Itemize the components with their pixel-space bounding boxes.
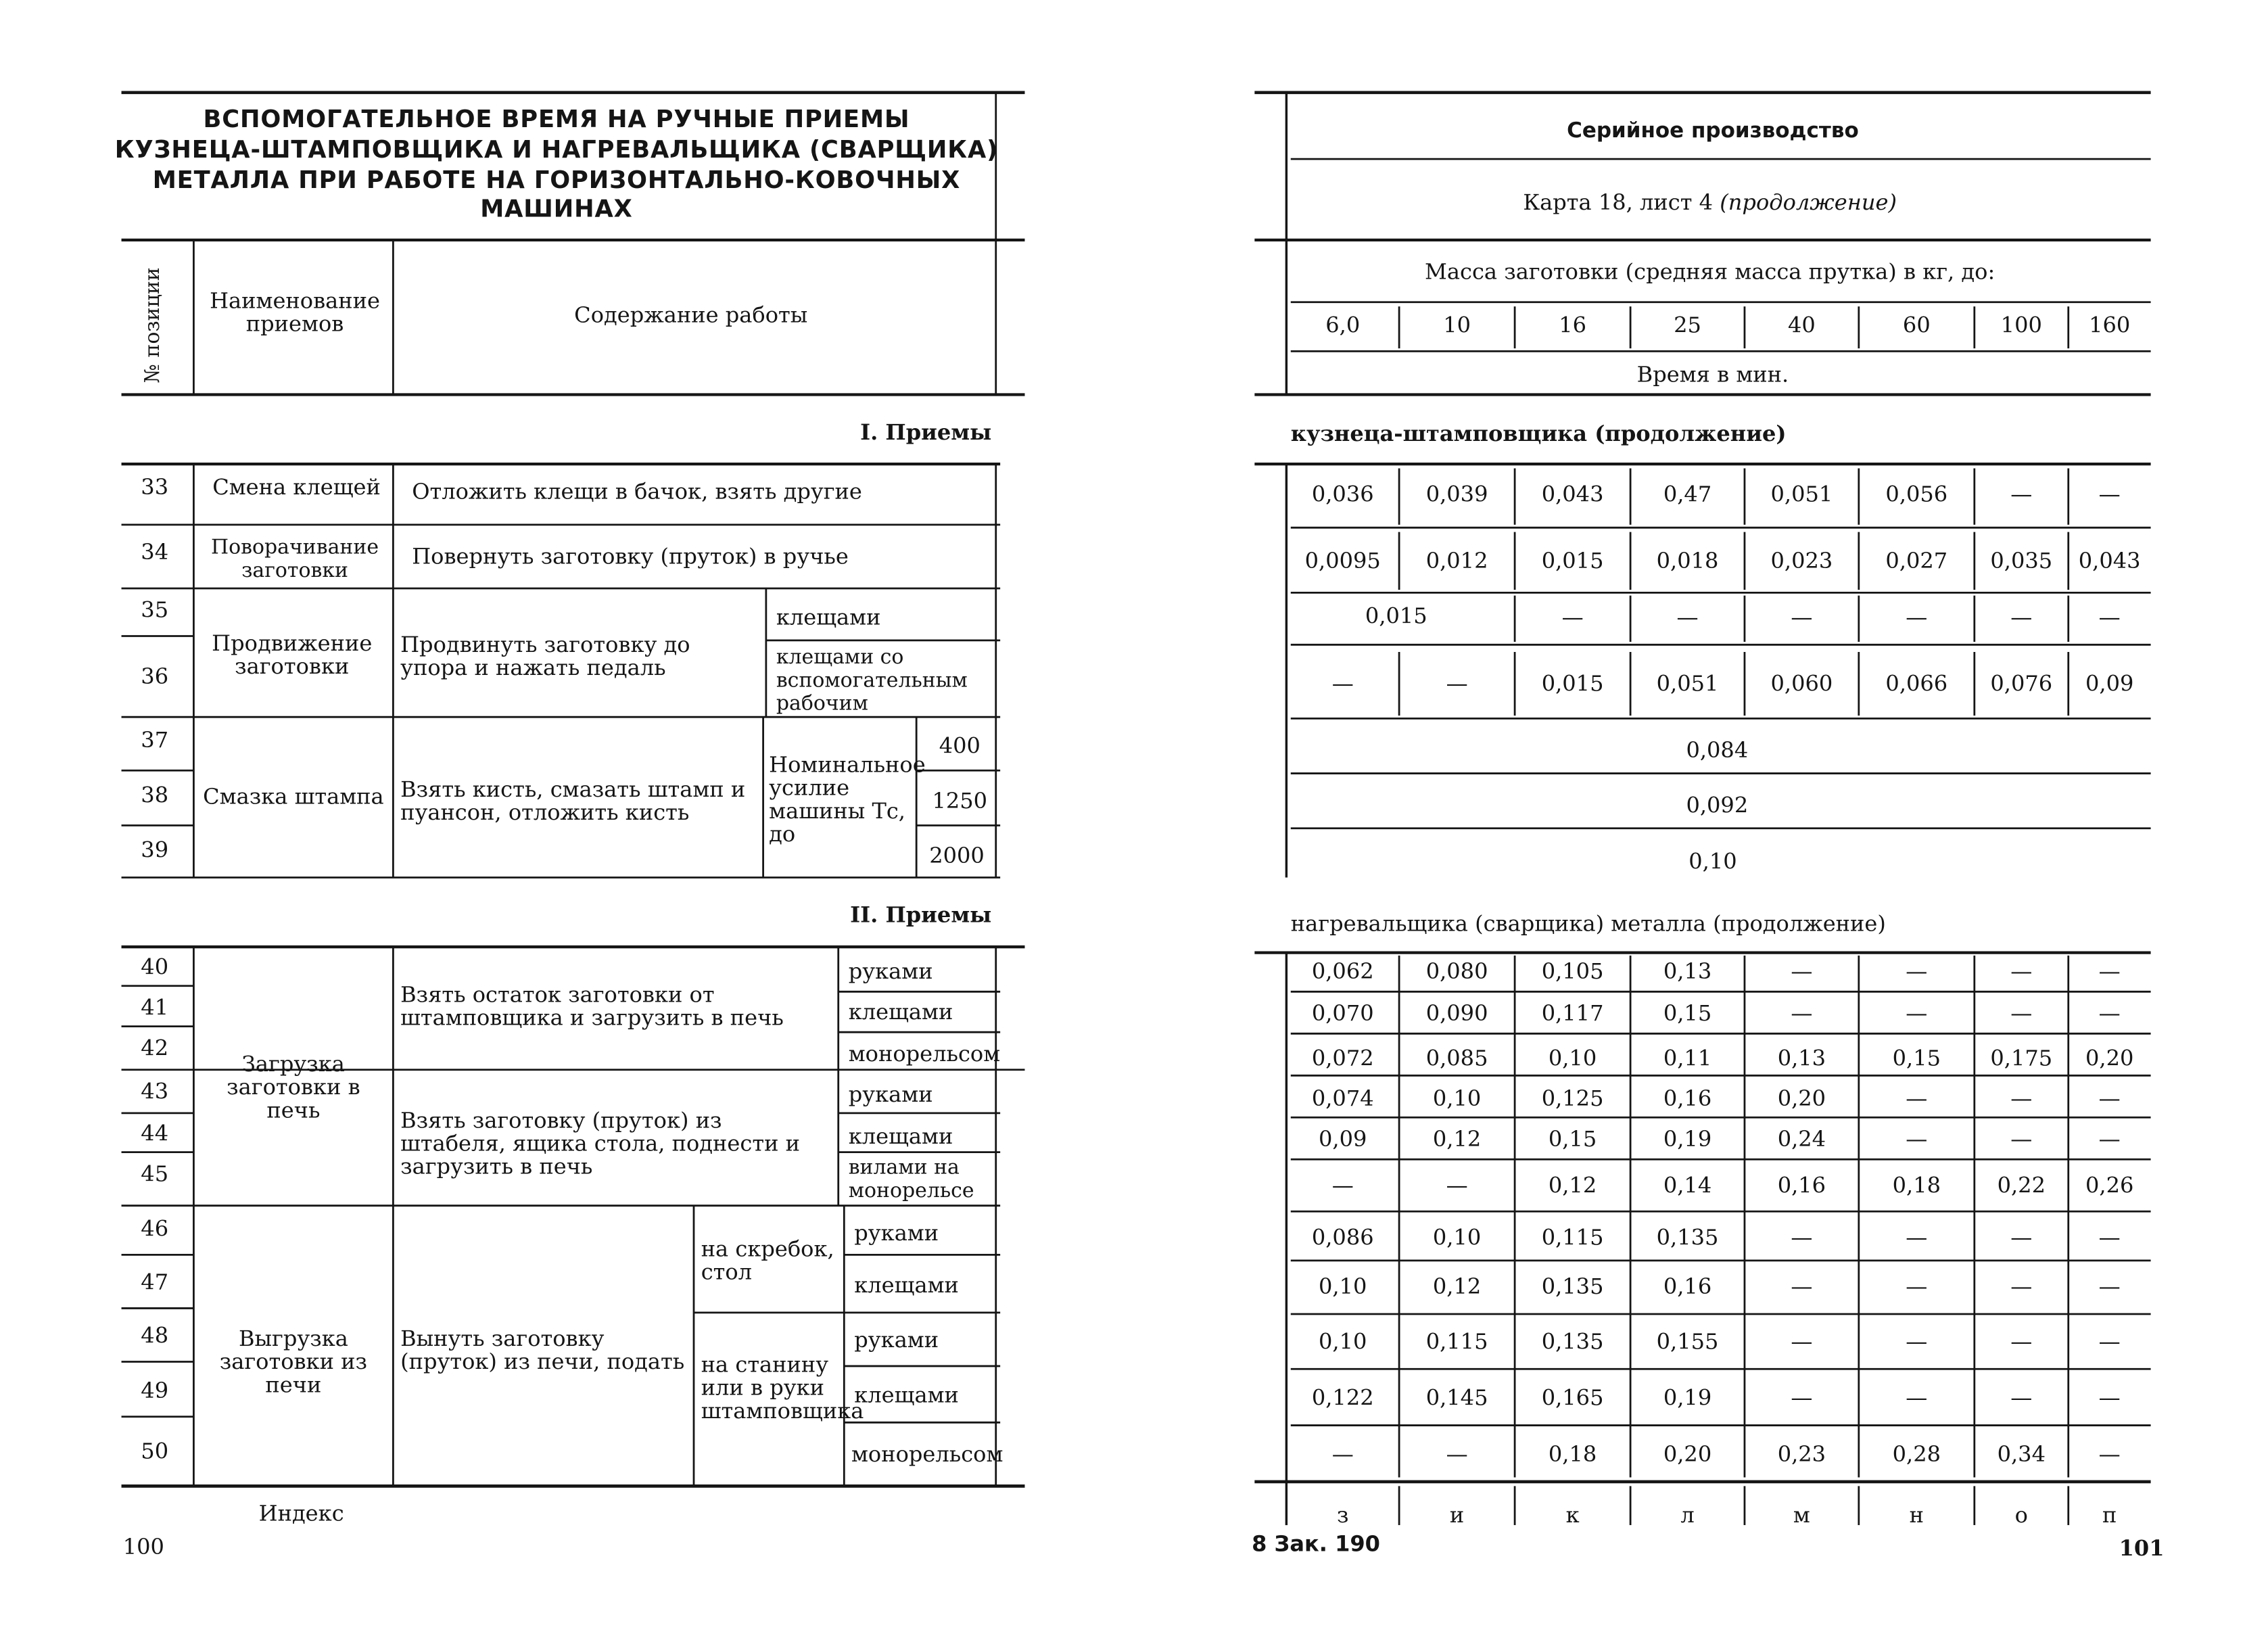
title-line-2: КУЗНЕЦА-ШТАМПОВЩИКА И НАГРЕВАЛЬЩИКА (СВАРЩИКА) [114, 135, 999, 164]
time-value: 0,135 [1541, 1273, 1604, 1300]
time-value: 0,10 [1432, 1085, 1482, 1112]
time-value: — [2010, 1273, 2033, 1300]
time-value: 0,13 [1663, 958, 1712, 985]
time-value: — [2098, 1000, 2121, 1027]
time-value: 0,09 [2085, 670, 2134, 697]
time-value: 0,023 [1770, 548, 1833, 574]
position-number: 36 [141, 663, 169, 690]
work-content: Отложить клещи в бачок, взять другие [412, 478, 862, 505]
header-position-number: № позиции [141, 267, 165, 383]
time-value: — [1791, 604, 1813, 630]
index-letter: м [1793, 1501, 1810, 1528]
time-value: 0,16 [1777, 1172, 1826, 1198]
time-value: 0,015 [1541, 548, 1604, 574]
mass-value: 60 [1902, 312, 1931, 339]
index-letter: з [1336, 1501, 1349, 1528]
time-value: — [1906, 1328, 1928, 1355]
time-value: 0,115 [1541, 1224, 1604, 1250]
position-number: 33 [141, 474, 169, 500]
work-content: Продвинуть заготовку до упора и нажать педаль [400, 632, 690, 681]
section-heading-1: I. Приемы [860, 419, 992, 446]
index-letter: и [1449, 1501, 1465, 1528]
position-number: 37 [141, 727, 169, 753]
time-value: 0,34 [1997, 1441, 2046, 1468]
time-value: 0,036 [1311, 481, 1374, 508]
time-value: 0,085 [1425, 1045, 1488, 1071]
index-letter: л [1680, 1501, 1695, 1528]
time-value: 0,16 [1663, 1273, 1712, 1300]
time-value: — [1561, 604, 1584, 630]
position-number: 46 [141, 1215, 169, 1242]
time-value: — [2098, 1273, 2121, 1300]
time-value: — [2010, 1328, 2033, 1355]
time-value: 0,105 [1541, 958, 1604, 985]
condition-text: монорельсом [848, 1041, 1001, 1067]
work-content: Взять остаток заготовки от штамповщика и загрузить в печь [400, 981, 784, 1031]
time-value: 0,043 [1541, 481, 1604, 508]
technique-name: Загрузка заготовки в печь [227, 1050, 360, 1123]
time-value: — [2010, 1126, 2033, 1152]
condition-text: клещами [854, 1382, 959, 1408]
time-value: — [1446, 670, 1468, 697]
position-number: 39 [141, 837, 169, 864]
mass-value: 40 [1787, 312, 1816, 339]
time-value: 0,039 [1425, 481, 1488, 508]
time-value: — [1791, 958, 1813, 985]
time-value: — [1906, 958, 1928, 985]
time-value: 0,027 [1885, 548, 1948, 574]
position-number: 42 [141, 1035, 169, 1061]
time-value: 0,035 [1990, 548, 2053, 574]
index-letter: о [2014, 1501, 2028, 1528]
time-value: — [1791, 1384, 1813, 1411]
time-value: — [2098, 604, 2121, 630]
time-value: 0,051 [1656, 670, 1719, 697]
time-value: 0,115 [1425, 1328, 1488, 1355]
time-value: 0,056 [1885, 481, 1948, 508]
time-value: 0,18 [1892, 1172, 1941, 1198]
technique-name: Смазка штампа [203, 783, 384, 810]
position-number: 50 [141, 1438, 169, 1465]
mass-value: 16 [1559, 312, 1587, 339]
time-value: 0,20 [1663, 1441, 1712, 1468]
time-value: — [1791, 1273, 1813, 1300]
time-value: 0,060 [1770, 670, 1833, 697]
time-value: — [1446, 1441, 1468, 1468]
time-value: 0,13 [1777, 1045, 1826, 1071]
time-value: 0,012 [1425, 548, 1488, 574]
time-value: 0,076 [1990, 670, 2053, 697]
time-value: 0,018 [1656, 548, 1719, 574]
time-value: — [2098, 1085, 2121, 1112]
position-number: 41 [141, 994, 169, 1021]
header-work-content: Содержание работы [574, 302, 808, 329]
time-value-merged: 0,084 [1686, 737, 1749, 764]
time-value: 0,074 [1311, 1085, 1374, 1112]
time-value: 0,15 [1663, 1000, 1712, 1027]
machine-force: 1250 [932, 787, 988, 814]
time-value: — [1331, 670, 1354, 697]
index-letter: к [1565, 1501, 1580, 1528]
time-value: 0,14 [1663, 1172, 1712, 1198]
time-value: 0,062 [1311, 958, 1374, 985]
machine-force: 400 [939, 732, 981, 759]
time-value: 0,086 [1311, 1224, 1374, 1250]
time-value: — [2098, 958, 2121, 985]
time-value: 0,12 [1432, 1126, 1482, 1152]
time-value: — [1906, 1126, 1928, 1152]
time-value: 0,11 [1663, 1045, 1712, 1071]
condition-text: клещами [854, 1272, 959, 1298]
time-value: 0,125 [1541, 1085, 1604, 1112]
position-number: 48 [141, 1322, 169, 1349]
technique-name: Смена клещей [212, 474, 381, 500]
time-value: 0,10 [1319, 1328, 1367, 1355]
production-type: Серийное производство [1567, 120, 1859, 143]
mass-header: Масса заготовки (средняя масса прутка) в кг, до: [1425, 258, 1995, 285]
mass-value: 160 [2089, 312, 2131, 339]
time-value: — [1906, 1000, 1928, 1027]
time-value: — [2010, 1384, 2033, 1411]
time-value: — [2010, 958, 2033, 985]
index-label: Индекс [258, 1500, 344, 1527]
time-value-merged: 0,092 [1686, 792, 1749, 818]
time-value: 0,122 [1311, 1384, 1374, 1411]
time-value: — [2010, 1224, 2033, 1250]
condition-text: руками [854, 1220, 939, 1246]
time-value: 0,28 [1892, 1441, 1941, 1468]
time-value: — [1446, 1172, 1468, 1198]
condition-text: клещами [848, 1123, 953, 1150]
time-value: 0,165 [1541, 1384, 1604, 1411]
time-value: 0,080 [1425, 958, 1488, 985]
mass-value: 6,0 [1325, 312, 1361, 339]
time-value: — [2098, 1224, 2121, 1250]
condition-text: клещами [776, 604, 881, 630]
position-number: 40 [141, 954, 169, 981]
work-content: Повернуть заготовку (пруток) в ручье [412, 543, 849, 570]
index-letter: н [1909, 1501, 1924, 1528]
position-number: 45 [141, 1161, 169, 1187]
page-number-left: 100 [122, 1533, 164, 1560]
mass-value: 10 [1443, 312, 1471, 339]
condition-text: руками [848, 958, 933, 985]
technique-name: Выгрузка заготовки из печи [219, 1326, 368, 1398]
section-subheading-2: нагревальщика (сварщика) металла (продолжение) [1290, 910, 1886, 937]
position-number: 34 [141, 539, 169, 565]
position-number: 47 [141, 1269, 169, 1296]
time-value: 0,117 [1541, 1000, 1604, 1027]
position-number: 49 [141, 1378, 169, 1404]
work-content: Вынуть заготовку (пруток) из печи, подать [400, 1326, 685, 1375]
time-value: 0,072 [1311, 1045, 1374, 1071]
time-value: 0,043 [2078, 548, 2141, 574]
machine-force: 2000 [929, 843, 985, 869]
time-value: 0,18 [1548, 1441, 1597, 1468]
position-number: 43 [141, 1078, 169, 1105]
card-reference: Карта 18, лист 4 (продолжение) [1523, 189, 1897, 216]
time-value: 0,23 [1777, 1441, 1826, 1468]
time-value: — [2010, 1000, 2033, 1027]
time-value: — [1676, 604, 1699, 630]
time-value: 0,070 [1311, 1000, 1374, 1027]
time-value: 0,15 [1548, 1126, 1597, 1152]
time-value: 0,09 [1319, 1126, 1367, 1152]
work-content: Взять кисть, смазать штамп и пуансон, отложить кисть [400, 776, 746, 826]
time-value: — [1331, 1172, 1354, 1198]
condition-text: монорельсом [851, 1441, 1003, 1468]
index-letter: п [2102, 1501, 2117, 1528]
time-value: 0,26 [2085, 1172, 2134, 1198]
time-value: — [1906, 1224, 1928, 1250]
order-footer: 8 Зак. 190 [1252, 1530, 1381, 1558]
header-technique-name: Наименование приемов [210, 287, 380, 337]
mass-value: 100 [2000, 312, 2042, 339]
time-unit-label: Время в мин. [1636, 361, 1789, 388]
technique-name: Продвижение заготовки [212, 630, 373, 680]
section-heading-2: II. Приемы [850, 902, 992, 929]
time-value: 0,10 [1319, 1273, 1367, 1300]
time-value: 0,051 [1770, 481, 1833, 508]
position-number: 38 [141, 782, 169, 808]
title-line-4: МАШИНАХ [480, 195, 633, 223]
time-value: — [1906, 604, 1928, 630]
time-value: — [2010, 1085, 2033, 1112]
work-content: Взять заготовку (пруток) из штабеля, ящика стола, поднести и загрузить в печь [400, 1107, 801, 1180]
condition-text: вилами на монорельсе [848, 1156, 974, 1203]
time-value: 0,19 [1663, 1126, 1712, 1152]
page-number-right: 101 [2119, 1535, 2165, 1562]
time-value: — [1791, 1224, 1813, 1250]
time-value: 0,12 [1548, 1172, 1597, 1198]
time-value: — [2098, 481, 2121, 508]
technique-name: Поворачивание заготовки [211, 536, 379, 583]
time-value-merged: 0,015 [1365, 603, 1427, 629]
time-value: — [2098, 1384, 2121, 1411]
time-value: — [2098, 1126, 2121, 1152]
time-value: — [1906, 1384, 1928, 1411]
condition-text: Номинальное усилие машины Тс, до [769, 751, 926, 847]
time-value: — [2010, 604, 2033, 630]
time-value: 0,22 [1997, 1172, 2046, 1198]
time-value: 0,10 [1548, 1045, 1597, 1071]
time-value: 0,145 [1425, 1384, 1488, 1411]
time-value: — [1331, 1441, 1354, 1468]
position-number: 35 [141, 596, 169, 624]
condition-text: клещами [848, 999, 953, 1025]
title-line-3: МЕТАЛЛА ПРИ РАБОТЕ НА ГОРИЗОНТАЛЬНО-КОВОЧНЫХ [152, 166, 961, 194]
time-value: — [2098, 1328, 2121, 1355]
mass-value: 25 [1674, 312, 1701, 339]
time-value: — [1791, 1328, 1813, 1355]
time-value: 0,155 [1656, 1328, 1719, 1355]
condition-text: руками [848, 1081, 933, 1108]
destination-text: на скребок, стол [701, 1236, 834, 1286]
time-value: — [2098, 1441, 2121, 1468]
destination-text: на станину или в руки штамповщика [701, 1351, 864, 1424]
time-value: 0,16 [1663, 1085, 1712, 1112]
time-value: — [1906, 1273, 1928, 1300]
time-value: 0,20 [2085, 1045, 2134, 1071]
title-line-1: ВСПОМОГАТЕЛЬНОЕ ВРЕМЯ НА РУЧНЫЕ ПРИЕМЫ [203, 106, 910, 133]
time-value: 0,090 [1425, 1000, 1488, 1027]
section-subheading-1: кузнеца-штамповщика (продолжение) [1290, 421, 1787, 447]
time-value: 0,19 [1663, 1384, 1712, 1411]
time-value: 0,015 [1541, 670, 1604, 697]
position-number: 44 [141, 1120, 169, 1147]
time-value: 0,10 [1432, 1224, 1482, 1250]
time-value: 0,47 [1663, 481, 1712, 508]
time-value-merged: 0,10 [1688, 848, 1737, 875]
time-value: 0,12 [1432, 1273, 1482, 1300]
time-value: 0,135 [1656, 1224, 1719, 1250]
condition-text: руками [854, 1327, 939, 1353]
time-value: 0,20 [1777, 1085, 1826, 1112]
time-value: 0,175 [1990, 1045, 2053, 1071]
time-value: 0,0095 [1304, 548, 1381, 574]
time-value: 0,24 [1777, 1126, 1826, 1152]
time-value: 0,066 [1885, 670, 1948, 697]
condition-text: клещами со вспомогательным рабочим [776, 646, 968, 716]
time-value: 0,15 [1892, 1045, 1941, 1071]
time-value: — [2010, 481, 2033, 508]
time-value: — [1906, 1085, 1928, 1112]
time-value: 0,135 [1541, 1328, 1604, 1355]
time-value: — [1791, 1000, 1813, 1027]
